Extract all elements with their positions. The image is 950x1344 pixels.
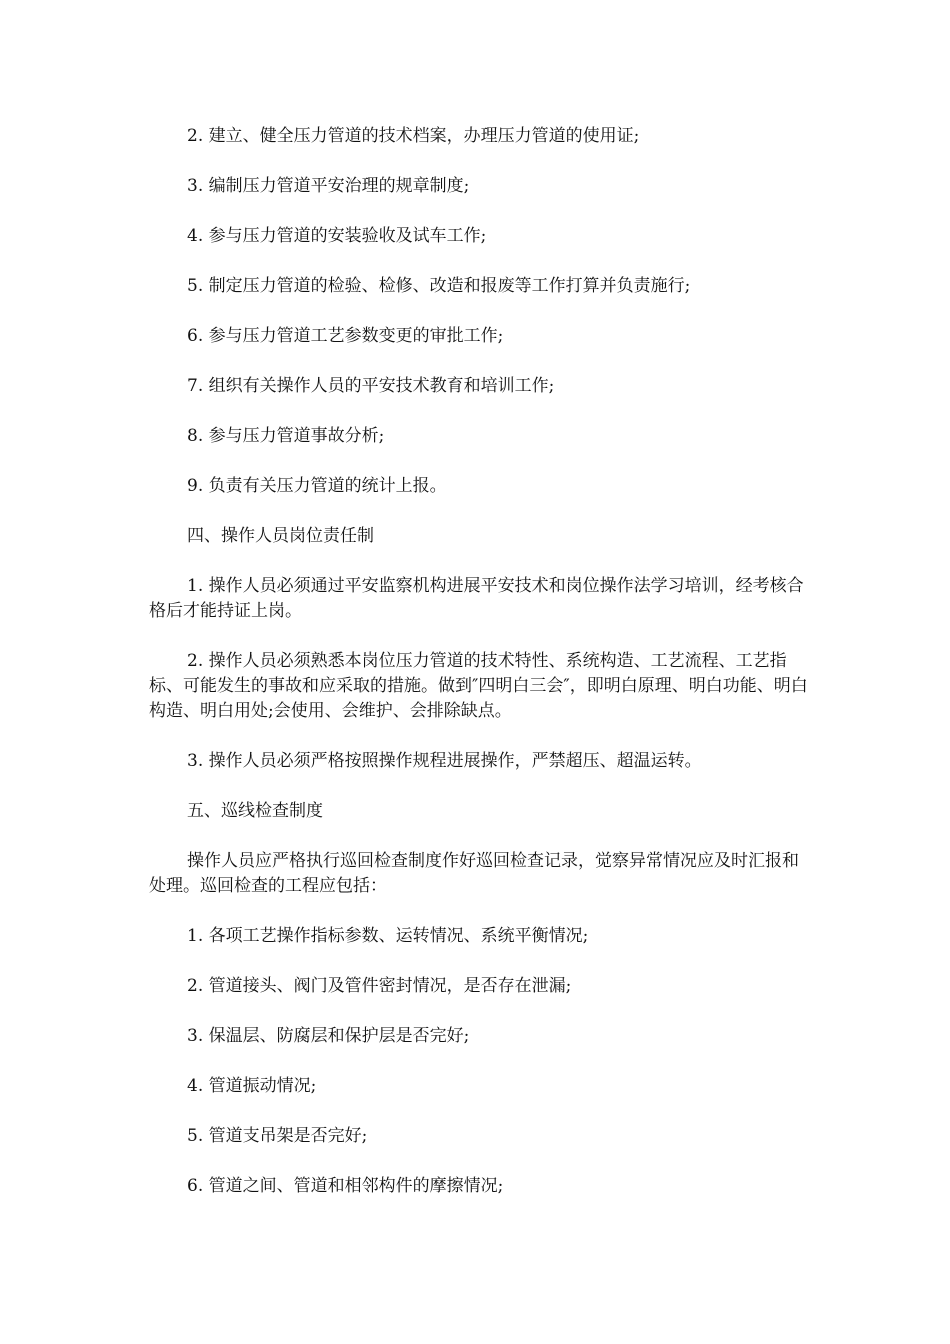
paragraph-item-5: 5. 制定压力管道的检验、检修、改造和报废等工作打算并负责施行; — [187, 276, 691, 296]
section-heading-operator-duties: 四、操作人员岗位责任制 — [187, 526, 374, 546]
patrol-intro-paragraph: 操作人员应严格执行巡回检查制度作好巡回检查记录，觉察异常情况应及时汇报和处理。巡回检查的工程应包括： — [149, 851, 799, 896]
patrol-item-3: 3. 保温层、防腐层和保护层是否完好; — [187, 1026, 470, 1046]
operator-duty-2: 2. 操作人员必须熟悉本岗位压力管道的技术特性、系统构造、工艺流程、工艺指标、可能发生的事故和应采取的措施。做到″四明白三会″，即明白原理、明白功能、明白构造、明白用处;会使用、会维护、会排除缺点。 — [149, 651, 808, 721]
paragraph-item-3: 3. 编制压力管道平安治理的规章制度; — [187, 176, 470, 196]
patrol-item-5: 5. 管道支吊架是否完好; — [187, 1126, 368, 1146]
paragraph-item-2: 2. 建立、健全压力管道的技术档案，办理压力管道的使用证; — [187, 126, 640, 146]
patrol-item-6: 6. 管道之间、管道和相邻构件的摩擦情况; — [187, 1176, 504, 1196]
operator-duty-3: 3. 操作人员必须严格按照操作规程进展操作，严禁超压、超温运转。 — [187, 751, 702, 771]
paragraph-item-6: 6. 参与压力管道工艺参数变更的审批工作; — [187, 326, 504, 346]
paragraph-item-9: 9. 负责有关压力管道的统计上报。 — [187, 476, 447, 496]
section-heading-patrol-inspection: 五、巡线检查制度 — [187, 801, 323, 821]
patrol-item-4: 4. 管道振动情况; — [187, 1076, 317, 1096]
patrol-item-2: 2. 管道接头、阀门及管件密封情况，是否存在泄漏; — [187, 976, 572, 996]
paragraph-item-8: 8. 参与压力管道事故分析; — [187, 426, 385, 446]
patrol-item-1: 1. 各项工艺操作指标参数、运转情况、系统平衡情况; — [187, 926, 589, 946]
paragraph-item-7: 7. 组织有关操作人员的平安技术教育和培训工作; — [187, 376, 555, 396]
document-body — [149, 124, 809, 1224]
paragraph-item-4: 4. 参与压力管道的安装验收及试车工作; — [187, 226, 487, 246]
operator-duty-1: 1. 操作人员必须通过平安监察机构进展平安技术和岗位操作法学习培训，经考核合格后才能持证上岗。 — [149, 576, 804, 621]
